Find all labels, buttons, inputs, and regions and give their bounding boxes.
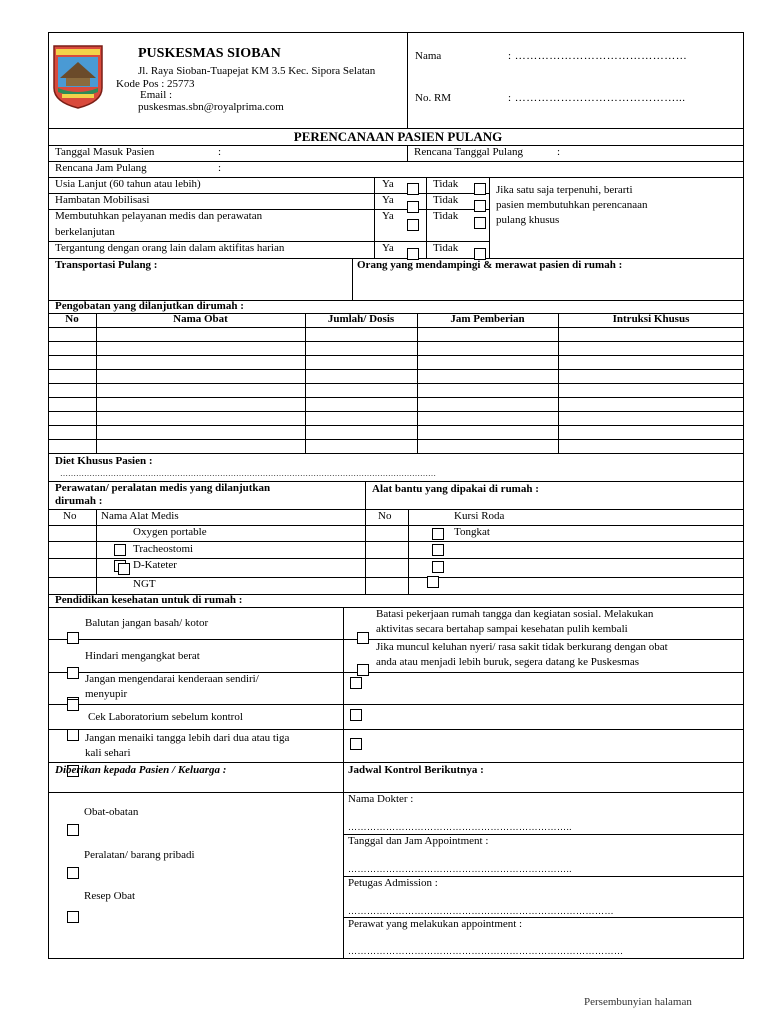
nurse-field[interactable]: ……………………………………………………………………………: [348, 946, 624, 956]
education-checkbox[interactable]: [67, 667, 79, 679]
given-checkbox[interactable]: [67, 824, 79, 836]
given-item: Resep Obat: [84, 890, 136, 902]
ya-label: Ya: [382, 210, 394, 222]
equipment-item: D-Kateter: [133, 559, 177, 571]
transport-label: Transportasi Pulang :: [55, 259, 158, 271]
education-right-2: anda atau menjadi lebih buruk, segera datang ke Puskesmas: [376, 656, 640, 668]
rencana-tanggal-label: Rencana Tanggal Pulang: [414, 146, 523, 158]
education-checkbox[interactable]: [357, 664, 369, 676]
equipment-item: NGT: [133, 578, 156, 590]
criteria-item: Usia Lanjut (60 tahun atau lebih): [55, 178, 201, 190]
diet-field[interactable]: ……………………………………………………………………………………………………………………………: [60, 469, 436, 478]
tidak-label: Tidak: [433, 194, 459, 206]
education-item-2: menyupir: [85, 688, 128, 700]
aids-item: Tongkat: [454, 526, 490, 538]
aids-checkbox[interactable]: [432, 528, 444, 540]
education-checkbox[interactable]: [67, 729, 79, 741]
tidak-checkbox[interactable]: [474, 200, 486, 212]
education-item: Jangan menaiki tangga lebih dari dua atau tiga: [85, 732, 290, 744]
equipment-name-label: Nama Alat Medis: [101, 510, 179, 522]
rm-label: No. RM: [415, 92, 452, 104]
med-header-time: Jam Pemberian: [450, 313, 525, 325]
ya-checkbox[interactable]: [407, 201, 419, 213]
equipment-label: Perawatan/ peralatan medis yang dilanjutkan: [55, 482, 271, 494]
given-item: Peralatan/ barang pribadi: [84, 849, 195, 861]
education-item: Hindari mengangkat berat: [85, 650, 200, 662]
tidak-label: Tidak: [433, 210, 459, 222]
equipment-item: Oxygen portable: [133, 526, 207, 538]
ya-checkbox[interactable]: [407, 219, 419, 231]
tidak-label: Tidak: [433, 242, 459, 254]
education-right: Batasi pekerjaan rumah tangga dan kegiatan sosial. Melakukan: [376, 608, 654, 620]
schedule-label: Jadwal Kontrol Berikutnya :: [348, 764, 484, 776]
aids-checkbox[interactable]: [432, 544, 444, 556]
admission-label: Petugas Admission :: [348, 877, 438, 889]
org-name: PUSKESMAS SIOBAN: [138, 46, 281, 61]
tanggal-masuk-colon[interactable]: :: [218, 146, 222, 158]
doctor-label: Nama Dokter :: [348, 793, 414, 805]
medication-label: Pengobatan yang dilanjutkan dirumah :: [55, 300, 244, 312]
aids-item: Kursi Roda: [454, 510, 505, 522]
aids-checkbox[interactable]: [427, 576, 439, 588]
education-checkbox[interactable]: [350, 677, 362, 689]
aids-no-label: No: [378, 510, 392, 522]
org-address: Jl. Raya Sioban-Tuapejat KM 3.5 Kec. Sipora Selatan: [138, 65, 376, 77]
education-right: Jika muncul keluhan nyeri/ rasa sakit tidak berkurang dengan obat: [376, 641, 668, 653]
criteria-item: Hambatan Mobilisasi: [55, 194, 150, 206]
criteria-note: pasien membutuhkan perencanaan: [496, 199, 648, 211]
rm-field[interactable]: : ……………………………………...: [508, 92, 686, 104]
med-header-instruction: Intruksi Khusus: [612, 313, 690, 325]
criteria-item: Membutuhkan pelayanan medis dan perawatan: [55, 210, 263, 222]
diet-label: Diet Khusus Pasien :: [55, 455, 153, 467]
aids-checkbox[interactable]: [432, 561, 444, 573]
equipment-checkbox[interactable]: [118, 563, 130, 575]
education-checkbox[interactable]: [350, 738, 362, 750]
rencana-jam-label: Rencana Jam Pulang: [55, 162, 147, 174]
puskesmas-logo: [52, 44, 104, 110]
org-email: puskesmas.sbn@royalprima.com: [138, 101, 284, 113]
given-label: Diberikan kepada Pasien / Keluarga :: [55, 764, 227, 776]
nama-field[interactable]: : ………………………………………: [508, 50, 688, 62]
criteria-item: Tergantung dengan orang lain dalam aktifitas harian: [55, 242, 285, 254]
nama-label: Nama: [415, 50, 442, 62]
email-label: Email :: [140, 89, 173, 101]
nurse-label: Perawat yang melakukan appointment :: [348, 918, 523, 930]
appointment-label: Tanggal dan Jam Appointment :: [348, 835, 489, 847]
med-header-no: No: [65, 313, 79, 325]
aids-label: Alat bantu yang dipakai di rumah :: [372, 483, 539, 495]
education-right-2: aktivitas secara bertahap sampai kesehatan pulih kembali: [376, 623, 628, 635]
given-item: Obat-obatan: [84, 806, 139, 818]
ya-label: Ya: [382, 194, 394, 206]
rencana-tanggal-colon[interactable]: :: [557, 146, 561, 158]
ya-checkbox[interactable]: [407, 183, 419, 195]
equipment-label-2: dirumah :: [55, 495, 103, 507]
given-checkbox[interactable]: [67, 911, 79, 923]
education-item: Jangan mengendarai kenderaan sendiri/: [85, 673, 259, 685]
ya-label: Ya: [382, 178, 394, 190]
education-checkbox[interactable]: [67, 632, 79, 644]
criteria-note: Jika satu saja terpenuhi, berarti: [496, 184, 633, 196]
given-checkbox[interactable]: [67, 867, 79, 879]
criteria-item: berkelanjutan: [55, 226, 115, 238]
education-checkbox[interactable]: [67, 699, 79, 711]
education-item: Cek Laboratorium sebelum kontrol: [88, 711, 243, 723]
education-checkbox[interactable]: [357, 632, 369, 644]
equipment-no-label: No: [63, 510, 77, 522]
education-label: Pendidikan kesehatan untuk di rumah :: [55, 594, 243, 606]
education-checkbox[interactable]: [350, 709, 362, 721]
education-item: Balutan jangan basah/ kotor: [85, 617, 209, 629]
equipment-checkbox[interactable]: [114, 544, 126, 556]
appointment-field[interactable]: ……………………………………………………………..: [348, 864, 572, 874]
rencana-jam-colon[interactable]: :: [218, 162, 222, 174]
ya-label: Ya: [382, 242, 394, 254]
med-header-dose: Jumlah/ Dosis: [327, 313, 395, 325]
tidak-label: Tidak: [433, 178, 459, 190]
med-header-name: Nama Obat: [173, 313, 228, 325]
companion-label: Orang yang mendampingi & merawat pasien di rumah :: [357, 259, 623, 271]
tidak-checkbox[interactable]: [474, 183, 486, 195]
admission-field[interactable]: …………………………………………………………………………: [348, 906, 614, 916]
footer-text: Persembunyian halaman: [584, 996, 692, 1008]
criteria-note: pulang khusus: [496, 214, 560, 226]
equipment-item: Tracheostomi: [133, 543, 194, 555]
tidak-checkbox[interactable]: [474, 217, 486, 229]
tanggal-masuk-label: Tanggal Masuk Pasien: [55, 146, 155, 158]
org-postal: Kode Pos : 25773: [116, 78, 195, 90]
doctor-field[interactable]: ……………………………………………………………..: [348, 822, 572, 832]
form-title: PERENCANAAN PASIEN PULANG: [293, 129, 503, 144]
education-item-2: kali sehari: [85, 747, 131, 759]
